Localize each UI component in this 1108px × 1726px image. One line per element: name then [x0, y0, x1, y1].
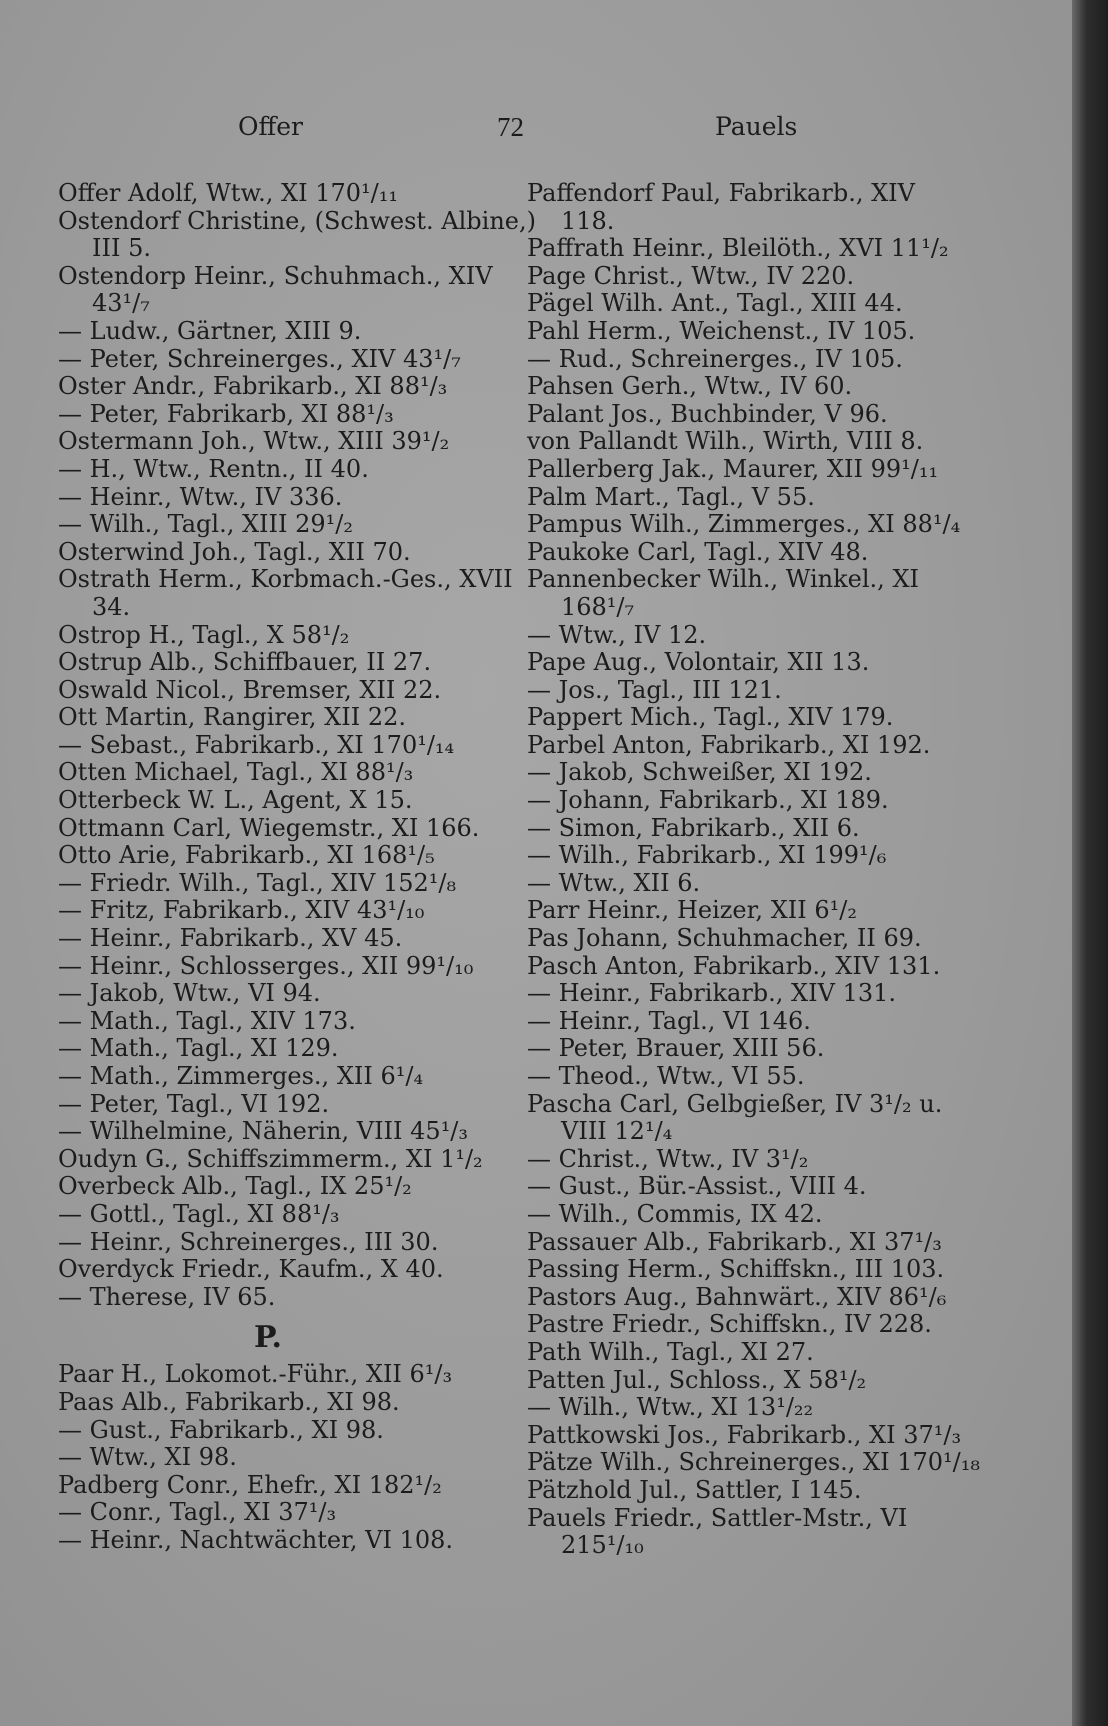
directory-entry — [527, 1063, 967, 1091]
directory-entry — [58, 732, 508, 760]
page-header — [0, 112, 1072, 152]
directory-entry — [58, 346, 508, 374]
entry-line: Pastors Aug., Bahnwärt., XIV 86¹/₆ — [527, 1282, 947, 1311]
entry-line: — Ludw., Gärtner, XIII 9. — [58, 316, 362, 345]
entry-line: Overbeck Alb., Tagl., IX 25¹/₂ — [58, 1172, 412, 1201]
directory-entry — [58, 1091, 508, 1119]
directory-entry — [58, 1284, 508, 1312]
directory-entry — [58, 1389, 508, 1417]
entry-line: Paffrath Heinr., Bleilöth., XVI 11¹/₂ — [527, 234, 949, 263]
entry-line: Passauer Alb., Fabrikarb., XI 37¹/₃ — [527, 1227, 942, 1256]
directory-entry — [527, 346, 967, 374]
directory-entry — [58, 1035, 508, 1063]
directory-entry — [58, 1417, 508, 1445]
page-edge-shadow — [1072, 0, 1108, 1726]
entry-line: — Therese, IV 65. — [58, 1282, 276, 1311]
directory-entry — [58, 1146, 508, 1174]
directory-entry — [58, 1527, 508, 1555]
entry-line: — Christ., Wtw., IV 3¹/₂ — [527, 1144, 809, 1173]
directory-entry — [527, 1173, 967, 1201]
directory-entry — [527, 1505, 967, 1560]
entry-line: Paffendorf Paul, Fabrikarb., XIV — [527, 179, 915, 207]
entry-line: Otten Michael, Tagl., XI 88¹/₃ — [58, 758, 414, 787]
entry-line: — Wtw., XII 6. — [527, 868, 701, 897]
directory-entry — [58, 787, 508, 815]
directory-entry — [527, 870, 967, 898]
directory-entry — [527, 1284, 967, 1312]
directory-entry — [527, 622, 967, 650]
directory-entry — [58, 263, 508, 318]
directory-entry — [58, 511, 508, 539]
directory-entry — [58, 401, 508, 429]
directory-entry — [58, 870, 508, 898]
entry-line: — Simon, Fabrikarb., XII 6. — [527, 813, 860, 842]
directory-entry — [58, 1472, 508, 1500]
entry-line: Offer Adolf, Wtw., XI 170¹/₁₁ — [58, 179, 398, 207]
entry-line: Pampus Wilh., Zimmerges., XI 88¹/₄ — [527, 510, 961, 539]
entry-line: — Gottl., Tagl., XI 88¹/₃ — [58, 1199, 340, 1228]
entry-line: — Jos., Tagl., III 121. — [527, 675, 782, 704]
entry-line: — Gust., Bür.-Assist., VIII 4. — [527, 1172, 867, 1201]
entry-line: Palant Jos., Buchbinder, V 96. — [527, 399, 888, 428]
entry-line: — Wilh., Tagl., XIII 29¹/₂ — [58, 510, 353, 539]
directory-entry — [527, 759, 967, 787]
directory-entry — [58, 925, 508, 953]
directory-entry — [58, 1173, 508, 1201]
directory-entry — [527, 539, 967, 567]
entry-line: Oster Andr., Fabrikarb., XI 88¹/₃ — [58, 372, 448, 401]
entry-line: Pape Aug., Volontair, XII 13. — [527, 648, 870, 677]
directory-entry — [527, 1394, 967, 1422]
entry-line: — Gust., Fabrikarb., XI 98. — [58, 1415, 384, 1444]
directory-entry — [527, 373, 967, 401]
entry-line: Passing Herm., Schiffskn., III 103. — [527, 1255, 945, 1284]
entry-line: Paas Alb., Fabrikarb., XI 98. — [58, 1387, 400, 1416]
entry-line: Ott Martin, Rangirer, XII 22. — [58, 703, 407, 732]
entry-continuation: 34. — [92, 592, 131, 621]
directory-entry — [58, 953, 508, 981]
header-right-catchword: Pauels — [715, 112, 798, 141]
entry-line: Parr Heinr., Heizer, XII 6¹/₂ — [527, 896, 857, 925]
entry-line: — Math., Tagl., XI 129. — [58, 1034, 339, 1063]
entry-line: Paukoke Carl, Tagl., XIV 48. — [527, 537, 869, 566]
entry-line: — Heinr., Schreinerges., III 30. — [58, 1227, 439, 1256]
entry-line: — Heinr., Schlosserges., XII 99¹/₁₀ — [58, 951, 474, 980]
entry-line: — Math., Zimmerges., XII 6¹/₄ — [58, 1062, 424, 1090]
entry-line: — Conr., Tagl., XI 37¹/₃ — [58, 1498, 337, 1527]
directory-entry — [58, 759, 508, 787]
directory-entry — [527, 401, 967, 429]
directory-entry — [527, 842, 967, 870]
directory-entry — [58, 622, 508, 650]
entry-continuation: VIII 12¹/₄ — [561, 1117, 673, 1146]
directory-entry — [58, 677, 508, 705]
directory-entry — [527, 1311, 967, 1339]
directory-entry — [527, 1339, 967, 1367]
entry-continuation: III 5. — [92, 234, 151, 263]
entry-line: — Heinr., Nachtwächter, VI 108. — [58, 1525, 454, 1554]
entry-line: — Fritz, Fabrikarb., XIV 43¹/₁₀ — [58, 896, 425, 925]
entry-line: Palm Mart., Tagl., V 55. — [527, 482, 815, 511]
directory-entry — [527, 484, 967, 512]
entry-line: Ottmann Carl, Wiegemstr., XI 166. — [58, 813, 480, 842]
entry-line: — Peter, Tagl., VI 192. — [58, 1089, 330, 1118]
directory-entry — [58, 428, 508, 456]
entry-line: Overdyck Friedr., Kaufm., X 40. — [58, 1255, 444, 1284]
entry-line: Pauels Friedr., Sattler-Mstr., VI — [527, 1503, 908, 1532]
directory-entry — [527, 511, 967, 539]
entry-line: — Peter, Fabrikarb, XI 88¹/₃ — [58, 399, 394, 428]
directory-entry — [527, 1091, 967, 1146]
directory-entry — [527, 980, 967, 1008]
directory-entry — [527, 677, 967, 705]
entry-line: — Jakob, Wtw., VI 94. — [58, 979, 321, 1008]
directory-entry — [527, 1035, 967, 1063]
directory-entry — [58, 1499, 508, 1527]
directory-entry — [527, 1477, 967, 1505]
directory-entry — [527, 897, 967, 925]
entry-line: Pahl Herm., Weichenst., IV 105. — [527, 316, 916, 345]
directory-entry — [527, 1008, 967, 1036]
entry-line: — Sebast., Fabrikarb., XI 170¹/₁₄ — [58, 730, 455, 759]
entry-line: Pattkowski Jos., Fabrikarb., XI 37¹/₃ — [527, 1420, 962, 1449]
entry-line: Pascha Carl, Gelbgießer, IV 3¹/₂ u. — [527, 1089, 943, 1118]
directory-entry — [58, 456, 508, 484]
entry-line: — Wilh., Wtw., XI 13¹/₂₂ — [527, 1393, 814, 1422]
entry-line: Ostendorf Christine, (Schwest. Albine,) — [58, 206, 536, 235]
directory-entry — [527, 1448, 980, 1477]
directory-entry — [527, 318, 967, 346]
directory-entry — [527, 290, 967, 318]
entry-line: Ostrath Herm., Korbmach.-Ges., XVII — [58, 565, 513, 594]
directory-entry — [527, 566, 967, 621]
entry-line: Oudyn G., Schiffszimmerm., XI 1¹/₂ — [58, 1144, 483, 1173]
entry-line: — Peter, Brauer, XIII 56. — [527, 1034, 825, 1063]
entry-line: Otto Arie, Fabrikarb., XI 168¹/₅ — [58, 841, 435, 870]
directory-entry — [58, 206, 536, 263]
entry-line: von Pallandt Wilh., Wirth, VIII 8. — [527, 427, 924, 456]
directory-entry — [527, 428, 967, 456]
entry-line: Path Wilh., Tagl., XI 27. — [527, 1337, 814, 1366]
entry-line: Pas Johann, Schuhmacher, II 69. — [527, 924, 922, 953]
entry-line: Patten Jul., Schloss., X 58¹/₂ — [527, 1365, 867, 1394]
directory-entry — [527, 1422, 967, 1450]
entry-line: Pastre Friedr., Schiffskn., IV 228. — [527, 1310, 932, 1339]
entry-continuation: 43¹/₇ — [92, 289, 150, 318]
directory-entry — [58, 815, 508, 843]
section-letter: P. — [253, 1320, 283, 1356]
directory-entry — [527, 732, 967, 760]
entry-line: Otterbeck W. L., Agent, X 15. — [58, 786, 413, 815]
directory-entry — [58, 1008, 508, 1036]
entry-line: — Johann, Fabrikarb., XI 189. — [527, 786, 889, 815]
entry-line: Ostermann Joh., Wtw., XIII 39¹/₂ — [58, 427, 450, 456]
directory-entry — [58, 539, 508, 567]
directory-entry — [527, 1201, 967, 1229]
entry-line: — Rud., Schreinerges., IV 105. — [527, 344, 903, 373]
entry-line: Pannenbecker Wilh., Winkel., XI — [527, 565, 920, 594]
directory-entry — [58, 1256, 508, 1284]
directory-entry — [527, 456, 967, 484]
entry-line: — Wtw., XI 98. — [58, 1443, 237, 1472]
entry-line: Pätzhold Jul., Sattler, I 145. — [527, 1475, 862, 1504]
directory-entry — [58, 842, 508, 870]
entry-line: Pägel Wilh. Ant., Tagl., XIII 44. — [527, 289, 903, 318]
directory-entry — [527, 235, 967, 263]
entry-continuation: 215¹/₁₀ — [561, 1531, 644, 1560]
entry-line: Ostrop H., Tagl., X 58¹/₂ — [58, 620, 350, 649]
directory-entry — [527, 704, 967, 732]
directory-entry — [58, 649, 508, 677]
entry-line: Pasch Anton, Fabrikarb., XIV 131. — [527, 951, 941, 980]
directory-entry — [58, 1063, 508, 1091]
entry-line: — Heinr., Wtw., IV 336. — [58, 482, 343, 511]
entry-line: — Wilhelmine, Näherin, VIII 45¹/₃ — [58, 1117, 469, 1146]
entry-continuation: 118. — [561, 206, 615, 235]
entry-line: Paar H., Lokomot.-Führ., XII 6¹/₃ — [58, 1360, 453, 1389]
directory-entry — [527, 815, 967, 843]
directory-entry — [58, 318, 508, 346]
directory-entry — [58, 980, 508, 1008]
entry-line: Parbel Anton, Fabrikarb., XI 192. — [527, 730, 931, 759]
directory-entry — [58, 1361, 508, 1389]
entry-continuation: 168¹/₇ — [561, 592, 635, 621]
entry-line: Oswald Nicol., Bremser, XII 22. — [58, 675, 442, 704]
directory-entry — [58, 1118, 508, 1146]
directory-entry — [58, 704, 508, 732]
directory-entry — [527, 1146, 967, 1174]
directory-entry — [527, 180, 967, 235]
entry-line: — Wtw., IV 12. — [527, 620, 707, 649]
entry-line: — Friedr. Wilh., Tagl., XIV 152¹/₈ — [58, 868, 457, 897]
entry-line: — Wilh., Fabrikarb., XI 199¹/₆ — [527, 841, 887, 870]
entry-line: Osterwind Joh., Tagl., XII 70. — [58, 537, 411, 566]
entry-line: Padberg Conr., Ehefr., XI 182¹/₂ — [58, 1470, 442, 1499]
entry-line: Ostendorp Heinr., Schuhmach., XIV — [58, 261, 493, 290]
entry-line: — Wilh., Commis, IX 42. — [527, 1199, 823, 1228]
directory-entry — [527, 649, 967, 677]
entry-line: — Heinr., Fabrikarb., XV 45. — [58, 924, 403, 953]
directory-entry — [58, 1229, 508, 1257]
entry-line: — Theod., Wtw., VI 55. — [527, 1062, 805, 1090]
directory-entry — [527, 1229, 967, 1257]
page-number: 72 — [497, 112, 524, 142]
directory-entry — [58, 373, 508, 401]
entry-line: Pätze Wilh., Schreinerges., XI 170¹/₁₈ — [527, 1448, 980, 1477]
directory-entry — [58, 897, 508, 925]
directory-entry — [527, 263, 967, 291]
entry-line: Pappert Mich., Tagl., XIV 179. — [527, 703, 894, 732]
entry-line: — Peter, Schreinerges., XIV 43¹/₇ — [58, 344, 461, 373]
directory-entry — [527, 1367, 967, 1395]
directory-entry — [58, 180, 508, 208]
directory-entry — [58, 565, 513, 621]
entry-line: Pallerberg Jak., Maurer, XII 99¹/₁₁ — [527, 454, 939, 483]
directory-entry — [58, 484, 508, 512]
entry-line: Page Christ., Wtw., IV 220. — [527, 261, 855, 290]
entry-line: Ostrup Alb., Schiffbauer, II 27. — [58, 648, 432, 677]
right-column — [527, 179, 980, 1560]
directory-entry — [527, 787, 967, 815]
left-column — [58, 179, 536, 1555]
entry-line: — Jakob, Schweißer, XI 192. — [527, 758, 872, 787]
entry-line: Pahsen Gerh., Wtw., IV 60. — [527, 372, 853, 401]
directory-entry — [527, 925, 967, 953]
entry-line: — Math., Tagl., XIV 173. — [58, 1006, 356, 1035]
entry-line: — Heinr., Fabrikarb., XIV 131. — [527, 979, 896, 1008]
header-left-catchword: Offer — [238, 112, 304, 141]
directory-entry — [527, 1256, 967, 1284]
directory-entry — [58, 1201, 508, 1229]
directory-entry — [58, 1444, 508, 1472]
directory-entry — [527, 953, 967, 981]
entry-line: — H., Wtw., Rentn., II 40. — [58, 454, 369, 483]
entry-line: — Heinr., Tagl., VI 146. — [527, 1006, 811, 1035]
